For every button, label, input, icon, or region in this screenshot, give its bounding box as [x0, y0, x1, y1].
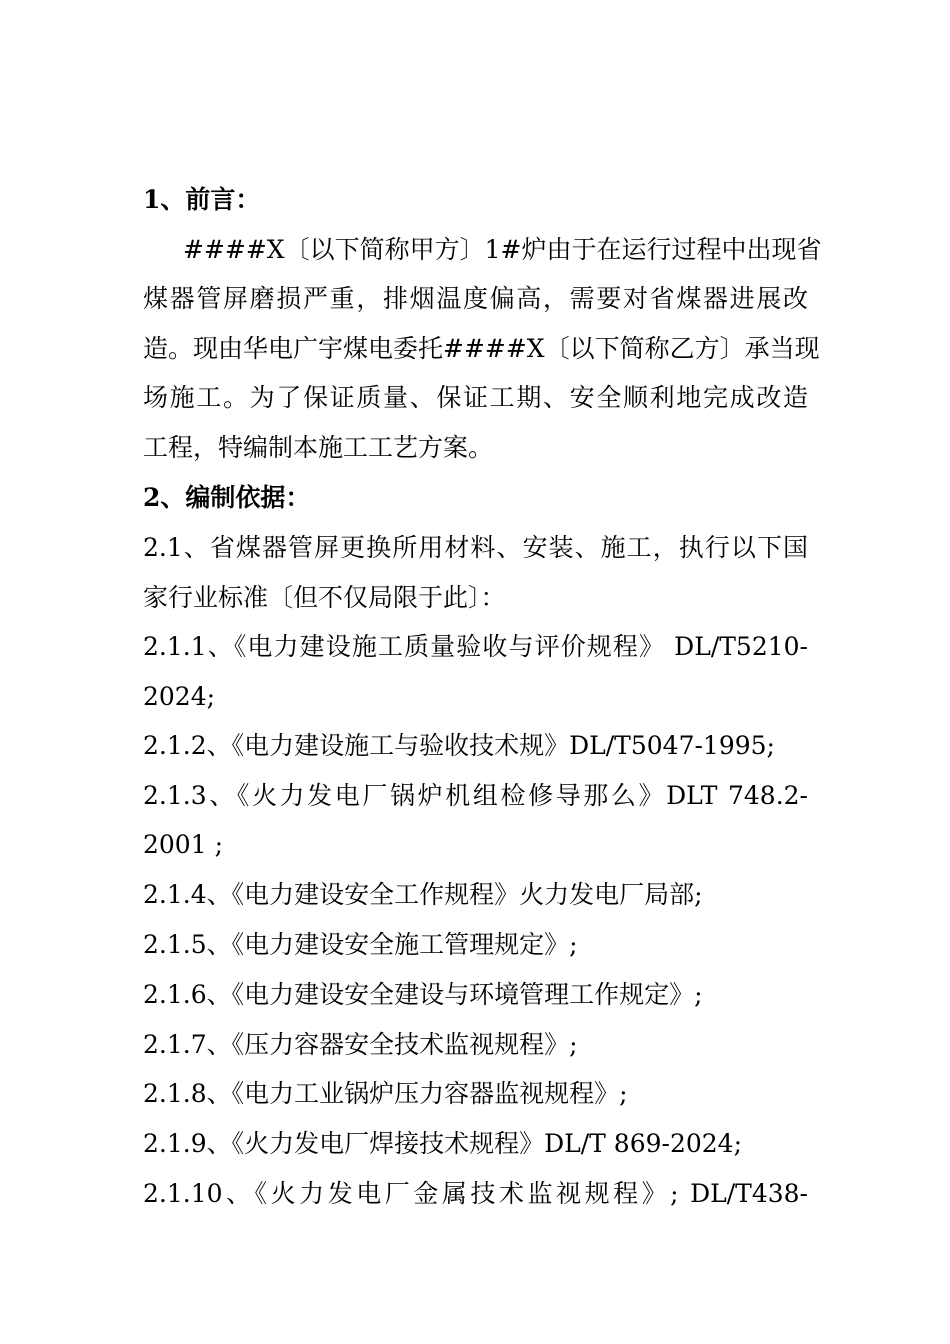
section-1-heading: 1、前言：: [143, 185, 261, 214]
standard-item: 2.1.3、《火力发电厂锅炉机组检修导那么》DLT 748.2-: [143, 781, 808, 810]
standard-item: 2.1.9、《火力发电厂焊接技术规程》DL/T 869-2024;: [143, 1129, 743, 1158]
standard-item: 2001 ;: [143, 830, 223, 859]
section-2-intro-line-1: 2.1、省煤器管屏更换所用材料、安装、施工，执行以下国: [143, 533, 808, 562]
section-1-paragraph-line-1: ####X〔以下简称甲方〕1#炉由于在运行过程中出现省: [183, 235, 822, 264]
standard-item: 2.1.4、《电力建设安全工作规程》火力发电厂局部;: [143, 880, 703, 909]
standard-item: 2.1.2、《电力建设施工与验收技术规》DL/T5047-1995;: [143, 731, 775, 760]
standard-item: 2024;: [143, 682, 216, 711]
standard-item: 2.1.10、《火力发电厂金属技术监视规程》; DL/T438-: [143, 1179, 808, 1208]
section-2-heading: 2、编制依据：: [143, 483, 311, 512]
standard-item: 2.1.6、《电力建设安全建设与环境管理工作规定》;: [143, 980, 703, 1009]
standard-item: 2.1.8、《电力工业锅炉压力容器监视规程》;: [143, 1079, 628, 1108]
section-1-paragraph-line-5: 工程，特编制本施工工艺方案。: [143, 433, 494, 462]
section-2-intro-line-2: 家行业标准〔但不仅局限于此〕：: [143, 583, 506, 612]
section-1-paragraph-line-3: 造。现由华电广宇煤电委托####X〔以下简称乙方〕承当现: [143, 334, 820, 363]
standard-item: 2.1.5、《电力建设安全施工管理规定》;: [143, 930, 578, 959]
standard-item: 2.1.7、《压力容器安全技术监视规程》;: [143, 1030, 578, 1059]
section-1-paragraph-line-2: 煤器管屏磨损严重，排烟温度偏高，需要对省煤器进展改: [143, 284, 808, 313]
standard-item: 2.1.1、《电力建设施工质量验收与评价规程》 DL/T5210-: [143, 632, 808, 661]
section-1-paragraph-line-4: 场施工。为了保证质量、保证工期、安全顺利地完成改造: [143, 383, 808, 412]
